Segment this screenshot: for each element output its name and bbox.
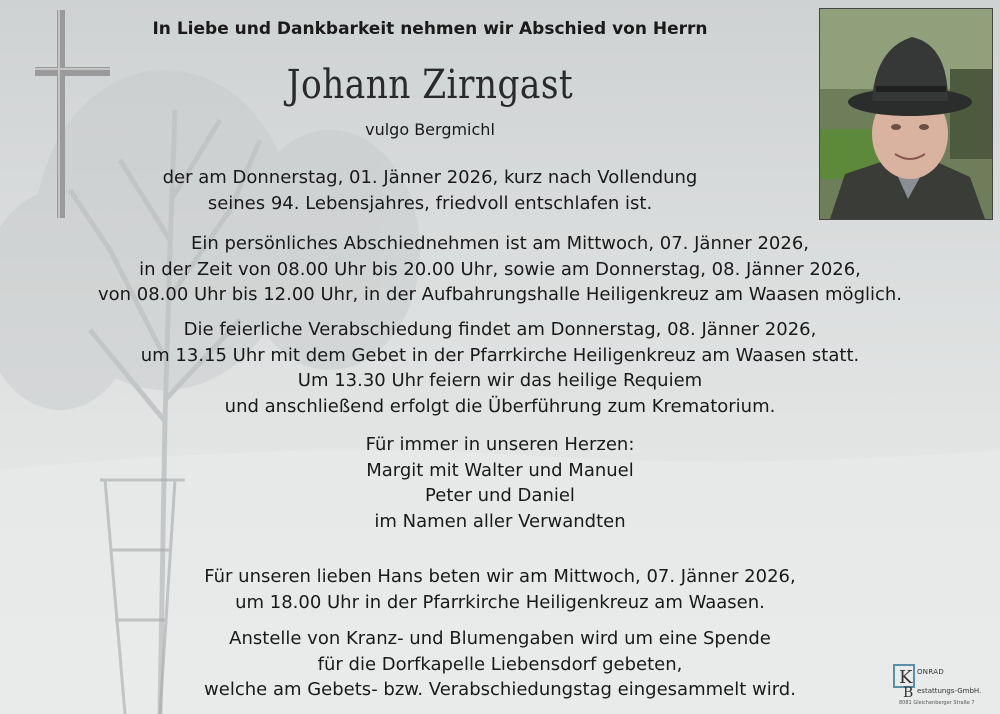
viewing-info (0, 231, 1000, 308)
kb-logo-icon (893, 664, 919, 698)
deceased-name: Johann Zirngast (286, 62, 574, 108)
text-line: in der Zeit von 08.00 Uhr bis 20.00 Uhr, sowie am Donnerstag, 08. Jänner 2026, (139, 258, 861, 280)
logo-address: 8081 Gleichenberger Straße 7 (899, 700, 975, 706)
text-line: Für immer in unseren Herzen: (365, 434, 635, 455)
text-line: seines 94. Lebensjahres, friedvoll entschlafen ist. (207, 192, 653, 214)
death-notice (0, 165, 860, 216)
text-line: um 13.15 Uhr mit dem Gebet in der Pfarrkirche Heiligenkreuz am Waasen statt. (140, 344, 860, 366)
logo-line-1: ONRAD (917, 668, 945, 676)
funeral-home-logo (893, 664, 993, 710)
nickname: vulgo Bergmichl (365, 120, 495, 139)
svg-text:K: K (899, 667, 913, 688)
prayer-info (0, 564, 1000, 615)
mourners-list (0, 432, 1000, 534)
text-line: im Namen aller Verwandten (374, 510, 626, 532)
text-line: der am Donnerstag, 01. Jänner 2026, kurz nach Vollendung (162, 167, 698, 188)
donation-info (0, 626, 1000, 703)
ceremony-info (0, 317, 1000, 419)
text-line: Um 13.30 Uhr feiern wir das heilige Requiem (297, 370, 703, 391)
text-line: Die feierliche Verabschiedung findet am Donnerstag, 08. Jänner 2026, (183, 319, 817, 340)
text-line: für die Dorfkapelle Liebensdorf gebeten, (317, 653, 683, 675)
intro-line: In Liebe und Dankbarkeit nehmen wir Abschied von Herrn (152, 19, 708, 39)
text-line: Ein persönliches Abschiednehmen ist am Mittwoch, 07. Jänner 2026, (190, 233, 810, 254)
text-line: Margit mit Walter und Manuel (366, 459, 634, 481)
text-line: um 18.00 Uhr in der Pfarrkirche Heiligenkreuz am Waasen. (235, 591, 765, 613)
text-line: welche am Gebets- bzw. Verabschiedungstag eingesammelt wird. (204, 679, 796, 700)
text-line: und anschließend erfolgt die Überführung zum Krematorium. (224, 395, 776, 417)
logo-line-2: estattungs-GmbH. (917, 687, 982, 695)
text-line: Peter und Daniel (425, 485, 575, 506)
text-line: Für unseren lieben Hans beten wir am Mittwoch, 07. Jänner 2026, (204, 566, 796, 587)
svg-text:B: B (903, 685, 914, 698)
text-line: von 08.00 Uhr bis 12.00 Uhr, in der Aufbahrungshalle Heiligenkreuz am Waasen möglich. (97, 284, 903, 305)
text-line: Anstelle von Kranz- und Blumengaben wird um eine Spende (229, 628, 771, 649)
